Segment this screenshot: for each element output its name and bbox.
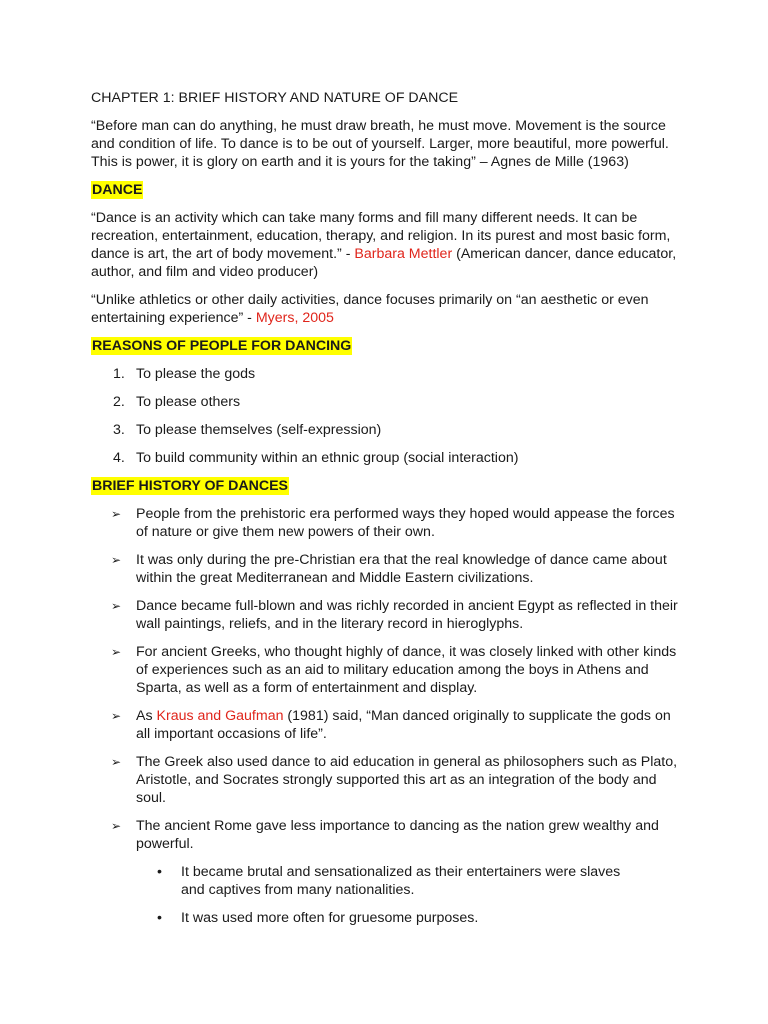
history-list [91,505,691,853]
list-item [91,393,691,411]
reasons-list [91,365,691,467]
dance-heading-wrap [91,181,691,209]
dance-heading: DANCE [92,182,143,198]
intro-quote: “Before man can do anything, he must draw breath, he must move. Movement is the source and condition of life. To dance is to be out of yourself. Larger, more beautiful, more powerful. This is power, it is glory on earth and it is yours for the taking” – Agnes de Mille (1963) [91,118,669,170]
list-item-text: The ancient Rome gave less importance to dancing as the nation grew wealthy and powerful. [136,818,659,852]
arrow-bullet-icon: ➢ [111,645,122,659]
list-item [91,421,691,439]
list-item-prefix: As [136,708,157,724]
arrow-bullet-icon: ➢ [111,755,122,769]
arrow-bullet-icon: ➢ [111,553,122,567]
list-number: 4. [113,450,125,466]
sub-list-item [91,863,641,899]
list-item [91,449,691,467]
arrow-bullet-icon: ➢ [111,507,122,521]
myers-citation: Myers, 2005 [255,310,334,326]
mettler-citation: Barbara Mettler [354,246,453,262]
list-item [91,365,691,383]
arrow-bullet-icon: ➢ [111,709,122,723]
history-heading: BRIEF HISTORY OF DANCES [92,478,289,494]
rome-sub-list [91,863,691,927]
list-number: 2. [113,394,125,410]
list-item-text: It was only during the pre-Christian era that the real knowledge of dance came about within the great Mediterranean and Middle Eastern civilizations. [136,552,667,586]
list-item-text: To please themselves (self-expression) [136,422,382,438]
document-content [91,89,691,937]
list-item-text: The Greek also used dance to aid education in general as philosophers such as Plato, Aristotle, and Socrates strongly supported this art as an integration of the body and soul. [136,754,678,806]
sub-list-item [91,909,641,927]
arrow-bullet-icon: ➢ [111,819,122,833]
list-item [91,817,686,853]
list-item [91,707,686,743]
kraus-gaufman-citation: Kraus and Gaufman [156,708,284,724]
list-item-text: To build community within an ethnic group (social interaction) [136,450,519,466]
bullet-icon: • [157,910,162,926]
list-item [91,505,686,541]
list-item [91,753,686,807]
history-heading-wrap [91,477,691,505]
dance-quote-myers [91,291,685,327]
list-item [91,551,686,587]
list-item-text: To please others [136,394,241,410]
reasons-heading: REASONS OF PEOPLE FOR DANCING [92,338,352,354]
sub-list-item-text: It was used more often for gruesome purposes. [181,910,479,926]
dance-quote-mettler [91,209,685,281]
list-number: 3. [113,422,125,438]
reasons-heading-wrap [91,337,691,365]
list-item [91,643,686,697]
myers-quote-text: “Unlike athletics or other daily activities, dance focuses primarily on “an aesthetic or even entertaining experience” - [91,292,649,326]
chapter-title: CHAPTER 1: BRIEF HISTORY AND NATURE OF DANCE [91,90,459,106]
list-number: 1. [113,366,125,382]
list-item-text: Dance became full-blown and was richly recorded in ancient Egypt as reflected in their wall paintings, reliefs, and in the literary record in hieroglyphs. [136,598,678,632]
mettler-quote-text: “Dance is an activity which can take many forms and fill many different needs. It can be recreation, entertainment, education, therapy, and religion. In its purest and most basic form, dance is art, the art of body movement.” - [91,210,671,262]
list-item [91,597,686,633]
mettler-description: (American dancer, dance educator, author, and film and video producer) [91,246,677,280]
list-item-text: (1981) said, “Man danced originally to supplicate the gods on all important occasions of life”. [136,708,671,742]
list-item-text: For ancient Greeks, who thought highly of dance, it was closely linked with other kinds of experiences such as an aid to military education among the boys in Athens and Sparta, as well as a form of entertainment and display. [136,644,677,696]
sub-list-item-text: It became brutal and sensationalized as their entertainers were slaves and captives from many nationalities. [181,864,621,898]
arrow-bullet-icon: ➢ [111,599,122,613]
bullet-icon: • [157,864,162,880]
list-item-text: People from the prehistoric era performed ways they hoped would appease the forces of nature or give them new powers of their own. [136,506,675,540]
list-item-text: To please the gods [136,366,256,382]
